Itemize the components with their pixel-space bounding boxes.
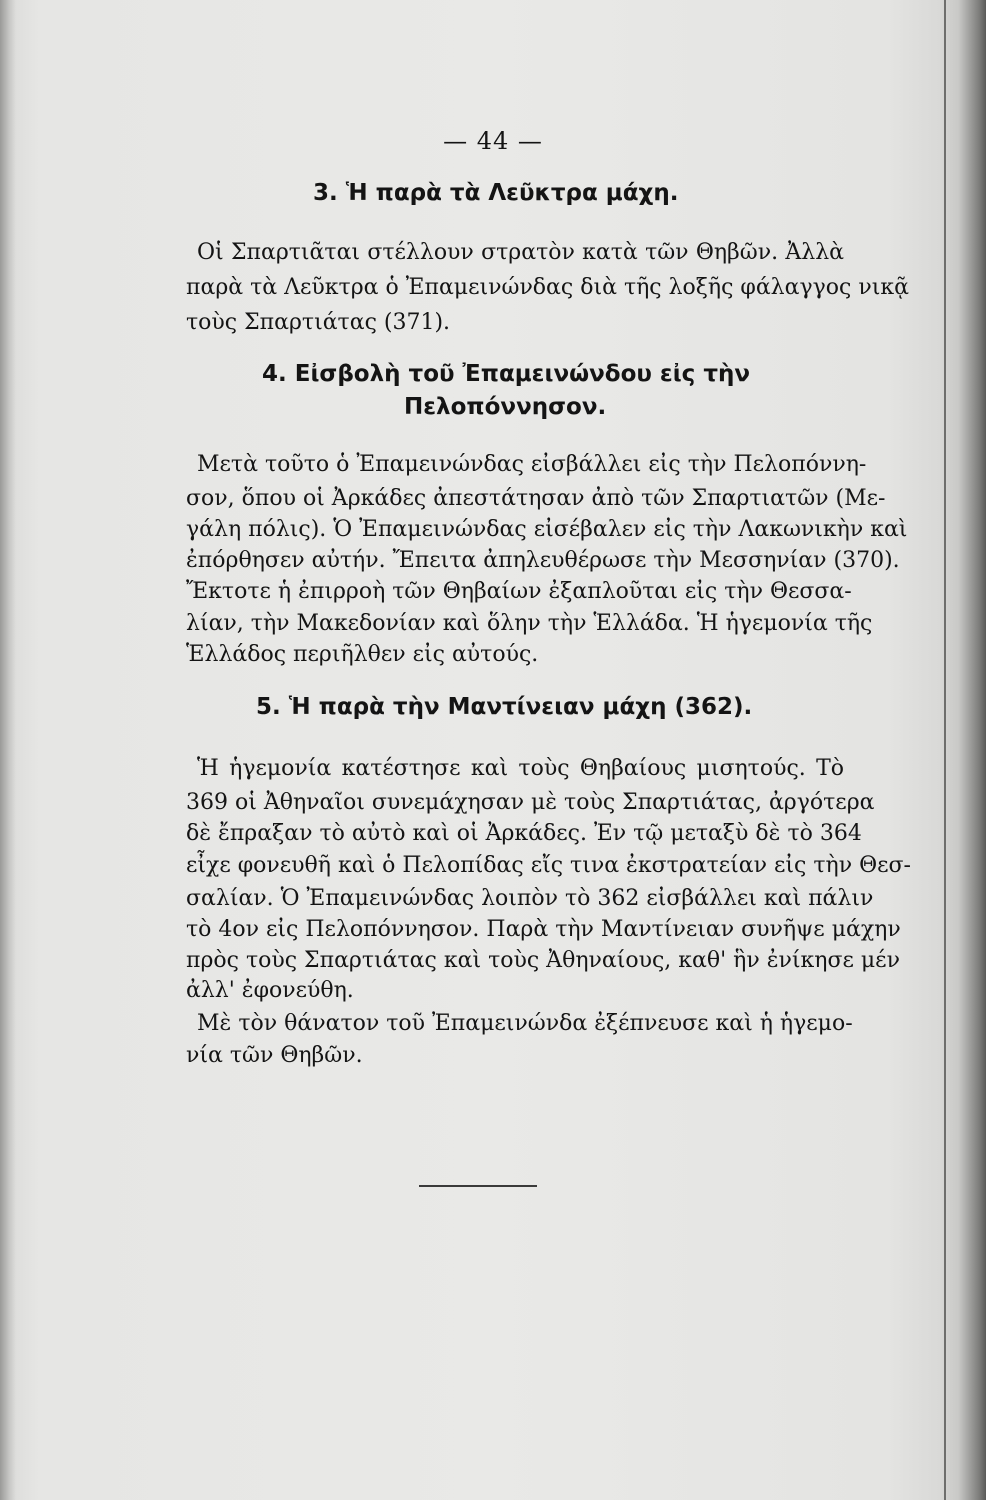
text-line: ἀλλ' ἐφονεύθη. [186, 978, 354, 1003]
section-4-heading-line-1: 4. Εἰσβολὴ τοῦ Ἐπαμεινώνδου εἰς τὴν [262, 361, 751, 387]
text-line: νία τῶν Θηβῶν. [186, 1043, 363, 1068]
text-line: Ἑλλάδος περιῆλθεν εἰς αὐτούς. [186, 642, 539, 667]
section-4-heading-line-2: Πελοπόννησον. [404, 394, 607, 420]
binding-line [944, 0, 946, 1500]
text-line: πρὸς τοὺς Σπαρτιάτας καὶ τοὺς Ἀθηναίους, καθ' ἣν ἐνίκησε μέν [186, 948, 900, 973]
page-left-edge [0, 0, 16, 1500]
text-line: τὸ 4ον εἰς Πελοπόννησον. Παρὰ τὴν Μαντίνειαν συνῆψε μάχην [186, 917, 901, 942]
text-line: γάλη πόλις). Ὁ Ἐπαμεινώνδας εἰσέβαλεν εἰς τὴν Λακωνικὴν καὶ [186, 517, 908, 542]
text-line: 369 οἱ Ἀθηναῖοι συνεμάχησαν μὲ τοὺς Σπαρτιάτας, ἀργότερα [186, 790, 875, 815]
page-right-edge [940, 0, 986, 1500]
section-3-heading: 3. Ἡ παρὰ τὰ Λεῦκτρα μάχη. [313, 180, 679, 206]
text-line: σον, ὅπου οἱ Ἀρκάδες ἀπεστάτησαν ἀπὸ τῶν Σπαρτιατῶν (Με- [186, 486, 886, 511]
text-line: ἐπόρθησεν αὐτήν. Ἔπειτα ἀπηλευθέρωσε τὴν Μεσσηνίαν (370). [186, 548, 900, 573]
text-line: λίαν, τὴν Μακεδονίαν καὶ ὅλην τὴν Ἑλλάδα. Ἡ ἡγεμονία τῆς [186, 611, 873, 636]
text-line: σαλίαν. Ὁ Ἐπαμεινώνδας λοιπὸν τὸ 362 εἰσβάλλει καὶ πάλιν [186, 886, 874, 911]
text-line: Μὲ τὸν θάνατον τοῦ Ἐπαμεινώνδα ἐξέπνευσε καὶ ἡ ἡγεμο- [197, 1011, 853, 1036]
text-line: Οἱ Σπαρτιᾶται στέλλουν στρατὸν κατὰ τῶν Θηβῶν. Ἀλλὰ [197, 240, 844, 265]
text-line: Ἔκτοτε ἡ ἐπιρροὴ τῶν Θηβαίων ἐξαπλοῦται εἰς τὴν Θεσσα- [186, 579, 852, 604]
text-line: παρὰ τὰ Λεῦκτρα ὁ Ἐπαμεινώνδας διὰ τῆς λοξῆς φάλαγγος νικᾷ [186, 275, 909, 300]
text-line: Μετὰ τοῦτο ὁ Ἐπαμεινώνδας εἰσβάλλει εἰς τὴν Πελοπόννη- [197, 452, 867, 477]
text-line: τοὺς Σπαρτιάτας (371). [186, 310, 451, 335]
page-number: — 44 — [443, 127, 543, 155]
text-line: εἶχε φονευθῆ καὶ ὁ Πελοπίδας εἴς τινα ἐκστρατείαν εἰς τὴν Θεσ- [186, 853, 911, 878]
text-line: Ἡ ἡγεμονία κατέστησε καὶ τοὺς Θηβαίους μισητούς. Τὸ [197, 756, 844, 781]
section-5-heading: 5. Ἡ παρὰ τὴν Μαντίνειαν μάχη (362). [256, 694, 753, 720]
text-line: δὲ ἔπραξαν τὸ αὐτὸ καὶ οἱ Ἀρκάδες. Ἐν τῷ μεταξὺ δὲ τὸ 364 [186, 821, 862, 846]
closing-rule [419, 1185, 537, 1187]
